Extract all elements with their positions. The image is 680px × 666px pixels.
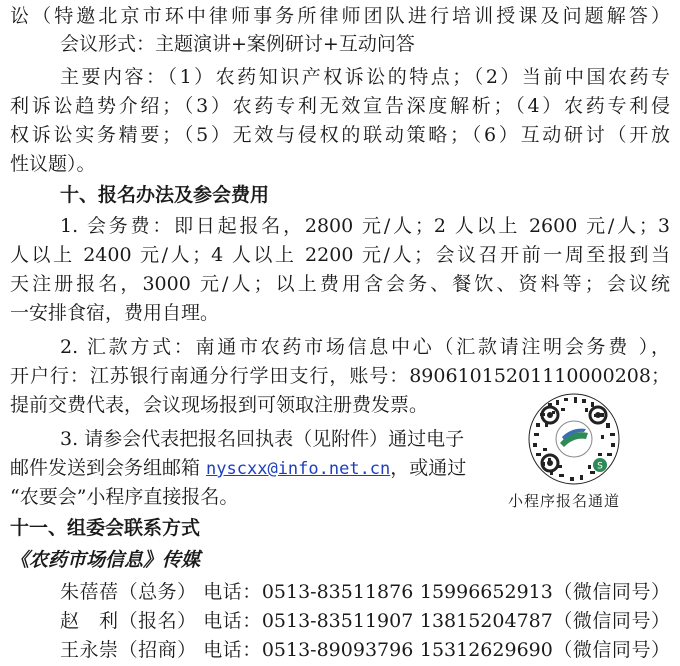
text-line: 主要内容：（1）农药知识产权诉讼的特点；（2）当前中国农药专: [60, 66, 670, 88]
text-line: 权诉讼实务精要；（5）无效与侵权的联动策略；（6）互动研讨（开放: [10, 124, 670, 146]
text-line: 讼（特邀北京市环中律师事务所律师团队进行培训授课及问题解答）: [10, 5, 670, 27]
section-heading: 十一、组委会联系方式: [10, 517, 201, 539]
text-line: 提前交费代表，会议现场报到可领取注册费发票。: [10, 394, 429, 416]
contact-line: 朱蓓蓓（总务） 电话：0513-83511876 15996652913（微信同号）: [60, 581, 670, 603]
media-name: 《农药市场信息》传媒: [10, 549, 201, 571]
text-line: 天注册报名，3000 元/人；以上费用含会务、餐饮、资料等；会议统: [10, 273, 670, 295]
mini-program-qr-icon[interactable]: [528, 393, 620, 485]
contact-line: 王永崇（招商） 电话：0513-89093796 15312629690（微信同号）: [60, 639, 670, 661]
text-line: 1. 会务费：即日起报名，2800 元/人；2 人以上 2600 元/人；3: [60, 215, 670, 237]
text-line: 人以上 2400 元/人；4 人以上 2200 元/人；会议召开前一周至报到当: [10, 244, 670, 266]
text-line: 一安排食宿，费用自理。: [10, 302, 220, 324]
text-line: 3. 请参会代表把报名回执表（见附件）通过电子: [60, 428, 465, 450]
text-line: 性议题）。: [10, 153, 96, 175]
text-line: 开户行：江苏银行南通分行学田支行，账号：89061015201110000208；: [10, 365, 670, 387]
text-line: 会议形式：主题演讲+案例研讨+互动问答: [60, 33, 415, 55]
email-link[interactable]: nyscxx@info.net.cn: [206, 459, 391, 479]
contact-line: 赵 利（报名） 电话：0513-83511907 13815204787（微信同号）: [60, 610, 670, 632]
text-line: 2. 汇款方式：南通市农药市场信息中心（汇款请注明会务费 ），: [60, 336, 670, 358]
section-heading: 十、报名办法及参会费用: [60, 184, 270, 206]
text-line: 利诉讼趋势介绍；（3）农药专利无效宣告深度解析；（4）农药专利侵: [10, 95, 670, 117]
text-fragment: 邮件发送到会务组邮箱: [10, 457, 207, 479]
text-line: “农要会”小程序直接报名。: [10, 486, 239, 508]
text-fragment: ，或通过: [390, 457, 467, 479]
qr-caption: 小程序报名通道: [508, 492, 621, 510]
svg-text:S: S: [597, 461, 603, 472]
